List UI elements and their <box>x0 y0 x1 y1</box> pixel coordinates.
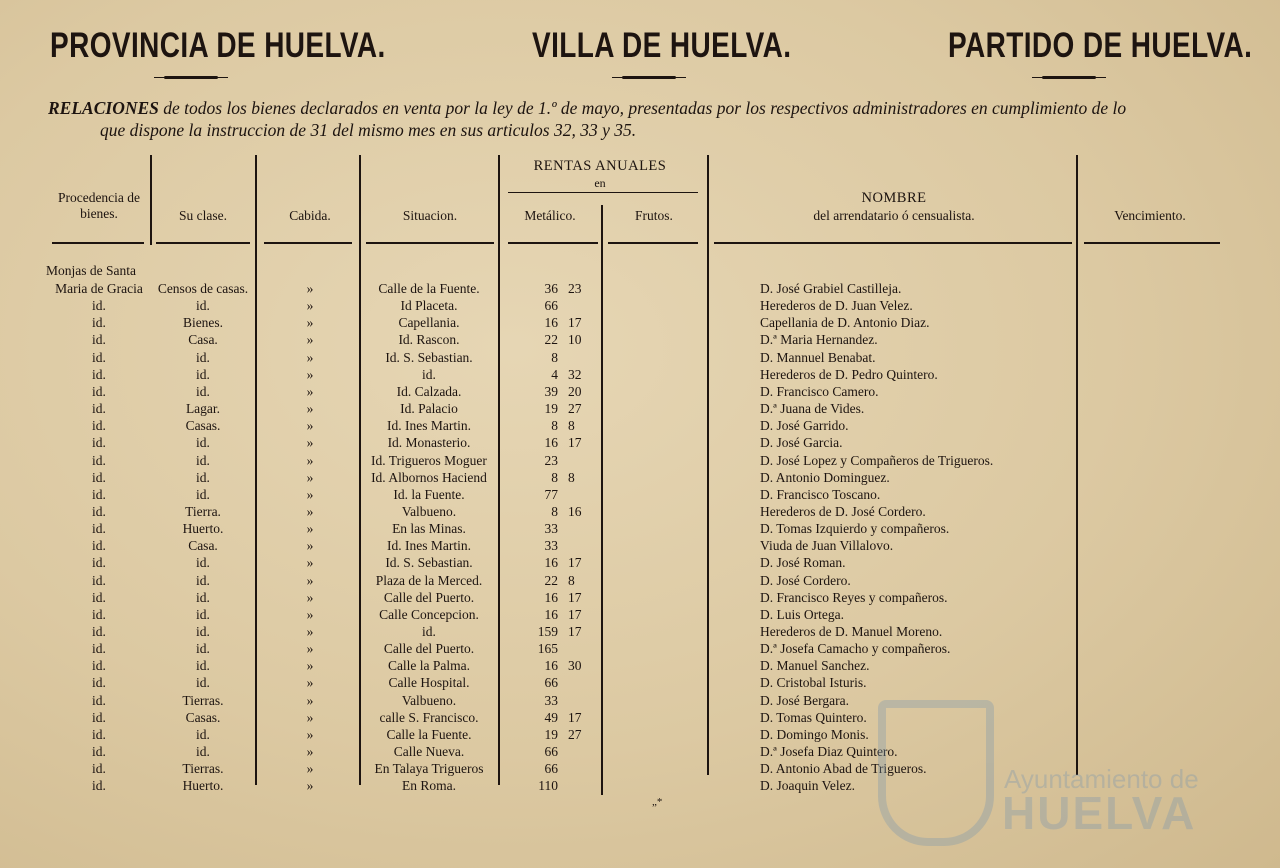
nombre-cell: D. Francisco Toscano. <box>760 486 881 502</box>
clase-cell: Huerto. <box>182 521 224 537</box>
nombre-cell: D. José Garrido. <box>760 418 849 434</box>
table-row <box>0 469 1280 486</box>
situacion-cell: Calle la Fuente. <box>386 726 472 742</box>
table-row <box>0 400 1280 417</box>
procedencia-cell: id. <box>92 675 106 691</box>
clase-cell: Censos de casas. <box>157 281 249 296</box>
header-rentas: RENTAS ANUALES <box>533 158 667 174</box>
situacion-cell: Valbueno. <box>401 503 457 519</box>
header-nombre-sub: del arrendatario ó censualista. <box>813 208 975 223</box>
cabida-cell: » <box>306 538 314 554</box>
metalico-reales-cell: 8 <box>551 418 558 434</box>
metalico-reales-cell: 16 <box>544 658 558 674</box>
ornament-rule-left <box>164 76 218 79</box>
metalico-maravedis-cell: 8 <box>568 572 575 588</box>
procedencia-cell: id. <box>92 538 106 554</box>
clase-cell: Huerto. <box>182 778 224 794</box>
nombre-cell: D. Manuel Sanchez. <box>760 658 870 674</box>
metalico-reales-cell: 33 <box>544 692 558 708</box>
rule-cabida <box>264 242 352 244</box>
metalico-maravedis-cell: 27 <box>568 401 582 417</box>
procedencia-cell: id. <box>92 418 106 434</box>
metalico-reales-cell: 33 <box>544 521 558 537</box>
clase-cell: id. <box>196 658 210 674</box>
clase-cell: id. <box>196 606 210 622</box>
metalico-reales-cell: 8 <box>551 349 558 365</box>
cabida-cell: » <box>306 401 314 417</box>
metalico-reales-cell: 8 <box>551 469 558 485</box>
cabida-cell: » <box>306 366 314 382</box>
table-row <box>0 452 1280 469</box>
cabida-cell: » <box>306 761 314 777</box>
procedencia-cell: id. <box>92 298 106 314</box>
table-row <box>0 520 1280 537</box>
procedencia-cell: id. <box>92 486 106 502</box>
situacion-cell: Calle del Puerto. <box>383 641 475 657</box>
situacion-cell: Calle del Puerto. <box>383 589 475 605</box>
situacion-cell: Calle Hospital. <box>388 675 470 691</box>
clase-cell: id. <box>196 366 210 382</box>
clase-cell: id. <box>196 469 210 485</box>
situacion-cell: Id. la Fuente. <box>393 486 465 502</box>
header-vencimiento: Vencimiento. <box>1114 208 1186 223</box>
clase-cell: Tierras. <box>182 761 224 777</box>
procedencia-cell: id. <box>92 401 106 417</box>
metalico-reales-cell: 39 <box>544 383 558 399</box>
table-row <box>0 623 1280 640</box>
situacion-cell: En Talaya Trigueros <box>374 761 484 777</box>
situacion-cell: Id. Monasterio. <box>387 435 471 451</box>
table-row <box>0 297 1280 314</box>
procedencia-cell: id. <box>92 503 106 519</box>
cabida-cell: » <box>306 298 314 314</box>
metalico-reales-cell: 16 <box>544 435 558 451</box>
procedencia-cell: id. <box>92 572 106 588</box>
header-frutos: Frutos. <box>635 208 673 223</box>
procedencia-cell: id. <box>92 641 106 657</box>
metalico-maravedis-cell: 8 <box>568 469 575 485</box>
rule-vencimiento <box>1084 242 1220 244</box>
nombre-cell: Herederos de D. Juan Velez. <box>760 298 913 314</box>
table-row <box>0 331 1280 348</box>
procedencia-cell: id. <box>92 452 106 468</box>
metalico-reales-cell: 4 <box>551 366 558 382</box>
cabida-cell: » <box>306 572 314 588</box>
cabida-cell: » <box>306 709 314 725</box>
situacion-cell: Id. S. Sebastian. <box>385 555 473 571</box>
procedencia-cell: id. <box>92 761 106 777</box>
situacion-cell: Id. Albornos Haciend <box>371 469 487 485</box>
metalico-maravedis-cell: 30 <box>568 658 582 674</box>
nombre-cell: D. José Cordero. <box>760 572 851 588</box>
metalico-reales-cell: 19 <box>544 726 558 742</box>
table-row <box>0 572 1280 589</box>
clase-cell: id. <box>196 298 210 314</box>
metalico-maravedis-cell: 17 <box>568 624 582 639</box>
metalico-reales-cell: 22 <box>544 572 558 588</box>
metalico-reales-cell: 66 <box>544 744 558 760</box>
metalico-reales-cell: 23 <box>544 452 558 468</box>
procedencia-cell: id. <box>92 521 106 537</box>
cabida-cell: » <box>306 726 314 742</box>
table-row <box>0 503 1280 520</box>
situacion-cell: Valbueno. <box>401 692 457 708</box>
metalico-reales-cell: 159 <box>537 624 558 639</box>
table-row <box>0 657 1280 674</box>
clase-cell: id. <box>196 435 210 451</box>
cabida-cell: » <box>306 692 314 708</box>
cabida-cell: » <box>306 521 314 537</box>
metalico-maravedis-cell: 27 <box>568 726 582 742</box>
clase-cell: id. <box>196 349 210 365</box>
nombre-cell: D.ª Maria Hernandez. <box>760 332 878 348</box>
metalico-maravedis-cell: 17 <box>568 315 582 331</box>
clase-cell: Lagar. <box>185 401 221 417</box>
situacion-cell: id. <box>422 366 436 382</box>
nombre-cell: D. Tomas Quintero. <box>760 709 867 725</box>
procedencia-cell: id. <box>92 658 106 674</box>
metalico-reales-cell: 66 <box>544 298 558 314</box>
intro-paragraph <box>48 97 1228 141</box>
procedencia-cell: id. <box>92 366 106 382</box>
metalico-maravedis-cell: 23 <box>568 281 582 296</box>
watermark-line2: HUELVA <box>1002 787 1197 839</box>
header-clase: Su clase. <box>179 208 227 223</box>
metalico-reales-cell: 77 <box>544 486 558 502</box>
situacion-cell: Id. Ines Martin. <box>387 418 471 434</box>
situacion-cell: Id. Trigueros Moguer <box>371 452 487 468</box>
procedencia-cell: id. <box>92 383 106 399</box>
table-row <box>0 417 1280 434</box>
nombre-cell: D. José Grabiel Castilleja. <box>760 281 902 296</box>
cabida-cell: » <box>306 349 314 365</box>
clase-cell: Casas. <box>185 418 221 434</box>
procedencia-cell: id. <box>92 624 106 639</box>
nombre-cell: D. Tomas Izquierdo y compañeros. <box>760 521 950 537</box>
procedencia-cell: id. <box>92 606 106 622</box>
header-procedencia: Procedencia de bienes. <box>57 190 141 221</box>
situacion-cell: Calle la Palma. <box>387 658 471 674</box>
nombre-cell: Viuda de Juan Villalovo. <box>760 538 894 554</box>
header-cabida: Cabida. <box>289 208 331 223</box>
nombre-cell: D. José Garcia. <box>760 435 843 451</box>
table-row <box>0 554 1280 571</box>
metalico-reales-cell: 16 <box>544 315 558 331</box>
nombre-cell: D.ª Josefa Diaz Quintero. <box>760 744 898 760</box>
metalico-reales-cell: 66 <box>544 761 558 777</box>
procedencia-cell: Maria de Gracia <box>55 281 143 296</box>
cabida-cell: » <box>306 658 314 674</box>
divider-1 <box>150 155 152 245</box>
clase-cell: Casa. <box>188 538 218 554</box>
ornament-rule-right <box>1042 76 1096 79</box>
metalico-reales-cell: 110 <box>538 778 558 794</box>
procedencia-cell: id. <box>92 349 106 365</box>
crest-icon <box>878 700 994 846</box>
procedencia-cell: id. <box>92 469 106 485</box>
nombre-cell: Herederos de D. Pedro Quintero. <box>760 366 938 382</box>
table-row <box>0 349 1280 366</box>
cabida-cell: » <box>306 418 314 434</box>
clase-cell: id. <box>196 744 210 760</box>
rule-situacion <box>366 242 494 244</box>
nombre-cell: D. Francisco Camero. <box>760 383 879 399</box>
clase-cell: id. <box>196 572 210 588</box>
metalico-reales-cell: 16 <box>544 589 558 605</box>
metalico-reales-cell: 19 <box>544 401 558 417</box>
clase-cell: id. <box>196 641 210 657</box>
clase-cell: id. <box>196 589 210 605</box>
table-row <box>0 280 1280 297</box>
metalico-reales-cell: 36 <box>544 281 558 296</box>
cabida-cell: » <box>306 281 314 296</box>
procedencia-cell: id. <box>92 555 106 571</box>
village-title: VILLA DE HUELVA. <box>532 26 792 65</box>
metalico-reales-cell: 33 <box>544 538 558 554</box>
metalico-maravedis-cell: 17 <box>568 555 582 571</box>
procedencia-cell: id. <box>92 332 106 348</box>
clase-cell: Casas. <box>185 709 221 725</box>
cabida-cell: » <box>306 435 314 451</box>
situacion-cell: Capellania. <box>398 315 460 331</box>
cabida-cell: » <box>306 675 314 691</box>
cabida-cell: » <box>306 503 314 519</box>
procedencia-cell: id. <box>92 315 106 331</box>
cabida-cell: » <box>306 641 314 657</box>
metalico-reales-cell: 49 <box>544 709 558 725</box>
metalico-reales-cell: 8 <box>551 503 558 519</box>
intro-lead: RELACIONES <box>48 98 159 118</box>
table-row <box>0 486 1280 503</box>
clase-cell: id. <box>196 726 210 742</box>
table-row <box>0 434 1280 451</box>
nombre-cell: D.ª Juana de Vides. <box>760 401 865 417</box>
situacion-cell: Id. Calzada. <box>396 383 462 399</box>
cabida-cell: » <box>306 606 314 622</box>
metalico-reales-cell: 16 <box>544 606 558 622</box>
situacion-cell: Id. S. Sebastian. <box>385 349 473 365</box>
metalico-maravedis-cell: 32 <box>568 366 582 382</box>
clase-cell: Casa. <box>188 332 218 348</box>
nombre-cell: D. Francisco Reyes y compañeros. <box>760 589 948 605</box>
nombre-cell: D. José Lopez y Compañeros de Trigueros. <box>760 452 994 468</box>
header-nombre: NOMBRE <box>861 190 927 206</box>
watermark-logo <box>872 680 1212 860</box>
nombre-cell: Capellania de D. Antonio Diaz. <box>760 315 930 331</box>
metalico-reales-cell: 22 <box>544 332 558 348</box>
intro-line1: de todos los bienes declarados en venta por la ley de 1.º de mayo, presentadas por los respectivos administradores en cumplimiento de lo <box>158 98 1127 118</box>
table-row <box>0 383 1280 400</box>
cabida-cell: » <box>306 332 314 348</box>
header-rentas-en: en <box>594 176 606 190</box>
intro-line2: que dispone la instruccion de 31 del mismo mes en sus articulos 32, 33 y 35. <box>100 120 637 140</box>
metalico-maravedis-cell: 17 <box>568 435 582 451</box>
situacion-cell: Calle Concepcion. <box>379 606 479 622</box>
metalico-reales-cell: 16 <box>544 555 558 571</box>
situacion-cell: Calle de la Fuente. <box>378 281 480 296</box>
nombre-cell: D. Luis Ortega. <box>760 606 844 622</box>
cabida-cell: » <box>306 555 314 571</box>
procedencia-first-line: Monjas de Santa <box>46 263 136 278</box>
situacion-cell: calle S. Francisco. <box>379 709 479 725</box>
clase-cell: Tierras. <box>182 692 224 708</box>
table-row <box>0 640 1280 657</box>
clase-cell: Tierra. <box>185 503 221 519</box>
metalico-maravedis-cell: 10 <box>568 332 582 348</box>
rule-metalico <box>508 242 598 244</box>
cabida-cell: » <box>306 383 314 399</box>
clase-cell: id. <box>196 383 210 399</box>
procedencia-cell: id. <box>92 435 106 451</box>
header-metalico: Metálico. <box>524 208 576 223</box>
table-row <box>0 589 1280 606</box>
cabida-cell: » <box>306 778 314 794</box>
metalico-reales-cell: 165 <box>537 641 558 657</box>
nombre-cell: Herederos de D. José Cordero. <box>760 503 926 519</box>
province-title: PROVINCIA DE HUELVA. <box>50 26 386 65</box>
nombre-cell: D. Mannuel Benabat. <box>760 349 876 365</box>
nombre-cell: D. Cristobal Isturis. <box>760 675 867 691</box>
nombre-cell: Herederos de D. Manuel Moreno. <box>760 624 943 639</box>
clase-cell: id. <box>196 675 210 691</box>
procedencia-cell: id. <box>92 744 106 760</box>
rule-rentas <box>508 192 698 193</box>
situacion-cell: Id Placeta. <box>400 298 458 314</box>
metalico-maravedis-cell: 16 <box>568 503 582 519</box>
cabida-cell: » <box>306 744 314 760</box>
procedencia-cell: id. <box>92 589 106 605</box>
foot-mark: „* <box>652 796 663 808</box>
watermark-line1: Ayuntamiento de <box>1004 764 1199 794</box>
nombre-cell: D. Antonio Abad de Trigueros. <box>760 761 927 777</box>
cabida-cell: » <box>306 624 314 639</box>
procedencia-cell: id. <box>92 778 106 794</box>
situacion-cell: id. <box>422 624 436 639</box>
metalico-reales-cell: 66 <box>544 675 558 691</box>
situacion-cell: Calle Nueva. <box>393 744 465 760</box>
clase-cell: id. <box>196 452 210 468</box>
table-row <box>0 537 1280 554</box>
nombre-cell: D. José Bergara. <box>760 692 849 708</box>
nombre-cell: D. Antonio Dominguez. <box>760 469 890 485</box>
metalico-maravedis-cell: 17 <box>568 709 582 725</box>
cabida-cell: » <box>306 486 314 502</box>
clase-cell: id. <box>196 624 210 639</box>
table-row <box>0 314 1280 331</box>
clase-cell: Bienes. <box>182 315 224 331</box>
header-situacion: Situacion. <box>402 208 458 223</box>
situacion-cell: En las Minas. <box>392 521 466 537</box>
situacion-cell: Plaza de la Merced. <box>375 572 483 588</box>
situacion-cell: Id. Ines Martin. <box>387 538 471 554</box>
table-row <box>0 606 1280 623</box>
procedencia-cell: id. <box>92 692 106 708</box>
cabida-cell: » <box>306 452 314 468</box>
nombre-cell: D. José Roman. <box>760 555 846 571</box>
situacion-cell: En Roma. <box>402 778 456 794</box>
nombre-cell: D. Joaquin Velez. <box>760 778 855 794</box>
nombre-cell: D.ª Josefa Camacho y compañeros. <box>760 641 951 657</box>
metalico-maravedis-cell: 17 <box>568 589 582 605</box>
cabida-cell: » <box>306 589 314 605</box>
clase-cell: id. <box>196 486 210 502</box>
nombre-cell: D. Domingo Monis. <box>760 726 869 742</box>
cabida-cell: » <box>306 315 314 331</box>
district-title: PARTIDO DE HUELVA. <box>948 26 1253 65</box>
clase-cell: id. <box>196 555 210 571</box>
cabida-cell: » <box>306 469 314 485</box>
metalico-maravedis-cell: 20 <box>568 383 582 399</box>
situacion-cell: Id. Palacio <box>400 401 458 417</box>
table-row <box>0 366 1280 383</box>
procedencia-cell: id. <box>92 726 106 742</box>
metalico-maravedis-cell: 8 <box>568 418 575 434</box>
rule-frutos <box>608 242 698 244</box>
situacion-cell: Id. Rascon. <box>398 332 460 348</box>
rule-nombre <box>714 242 1072 244</box>
procedencia-cell: id. <box>92 709 106 725</box>
rule-procedencia <box>52 242 144 244</box>
metalico-maravedis-cell: 17 <box>568 606 582 622</box>
rule-clase <box>156 242 250 244</box>
ornament-rule-center <box>622 76 676 79</box>
